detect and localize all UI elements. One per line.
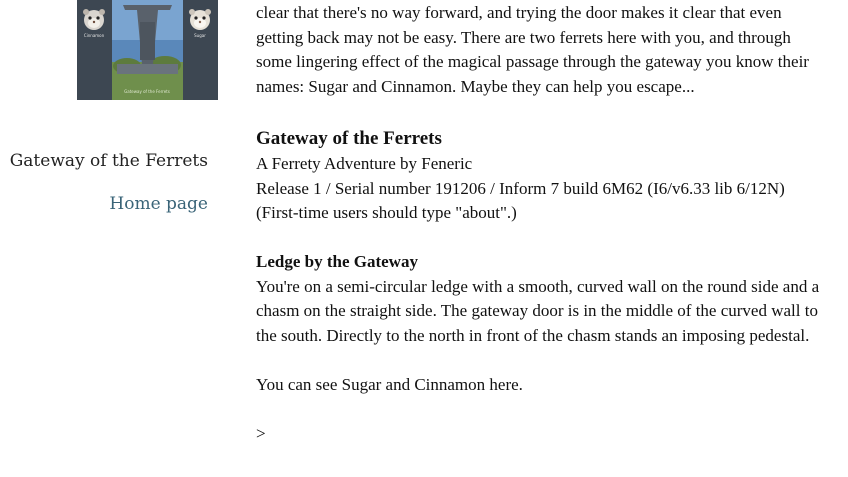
transcript bbox=[256, 0, 844, 446]
cover-caption: Gateway of the Ferrets bbox=[124, 89, 170, 94]
sugar-label: Sugar bbox=[194, 33, 206, 38]
intro-line: getting back may not be easy. There are two ferrets here with you, and through bbox=[256, 27, 791, 47]
room-objects: You can see Sugar and Cinnamon here. bbox=[256, 374, 523, 394]
room-title: Ledge by the Gateway bbox=[256, 252, 418, 271]
banner-title: Gateway of the Ferrets bbox=[256, 128, 442, 149]
sidebar-game-title: Gateway of the Ferrets bbox=[9, 151, 208, 171]
cover-art bbox=[77, 0, 218, 100]
home-page-link[interactable]: Home page bbox=[109, 194, 208, 214]
banner-release: Release 1 / Serial number 191206 / Inform 7 build 6M62 (I6/v6.33 lib 6/12N) bbox=[256, 178, 785, 198]
room-description-line: the south. Directly to the north in front of the chasm stands an imposing pedestal. bbox=[256, 325, 810, 345]
room-description-line: chasm on the straight side. The gateway door is in the middle of the curved wall to bbox=[256, 301, 818, 320]
banner-byline: A Ferrety Adventure by Feneric bbox=[256, 154, 473, 173]
intro-line: some lingering effect of the magical passage through the gateway you know their bbox=[256, 52, 809, 71]
room-block bbox=[256, 250, 844, 348]
game-banner bbox=[256, 126, 844, 226]
command-prompt[interactable]: > bbox=[256, 423, 266, 443]
sidebar bbox=[0, 0, 218, 477]
intro-paragraph bbox=[256, 1, 844, 99]
intro-line: clear that there's no way forward, and trying the door makes it clear that even bbox=[256, 3, 782, 22]
banner-hint: (First-time users should type "about".) bbox=[256, 203, 517, 222]
room-description-line: You're on a semi-circular ledge with a smooth, curved wall on the round side and a bbox=[256, 276, 820, 296]
cinnamon-label: Cinnamon bbox=[83, 33, 105, 38]
intro-line: names: Sugar and Cinnamon. Maybe they can help you escape... bbox=[256, 76, 695, 96]
